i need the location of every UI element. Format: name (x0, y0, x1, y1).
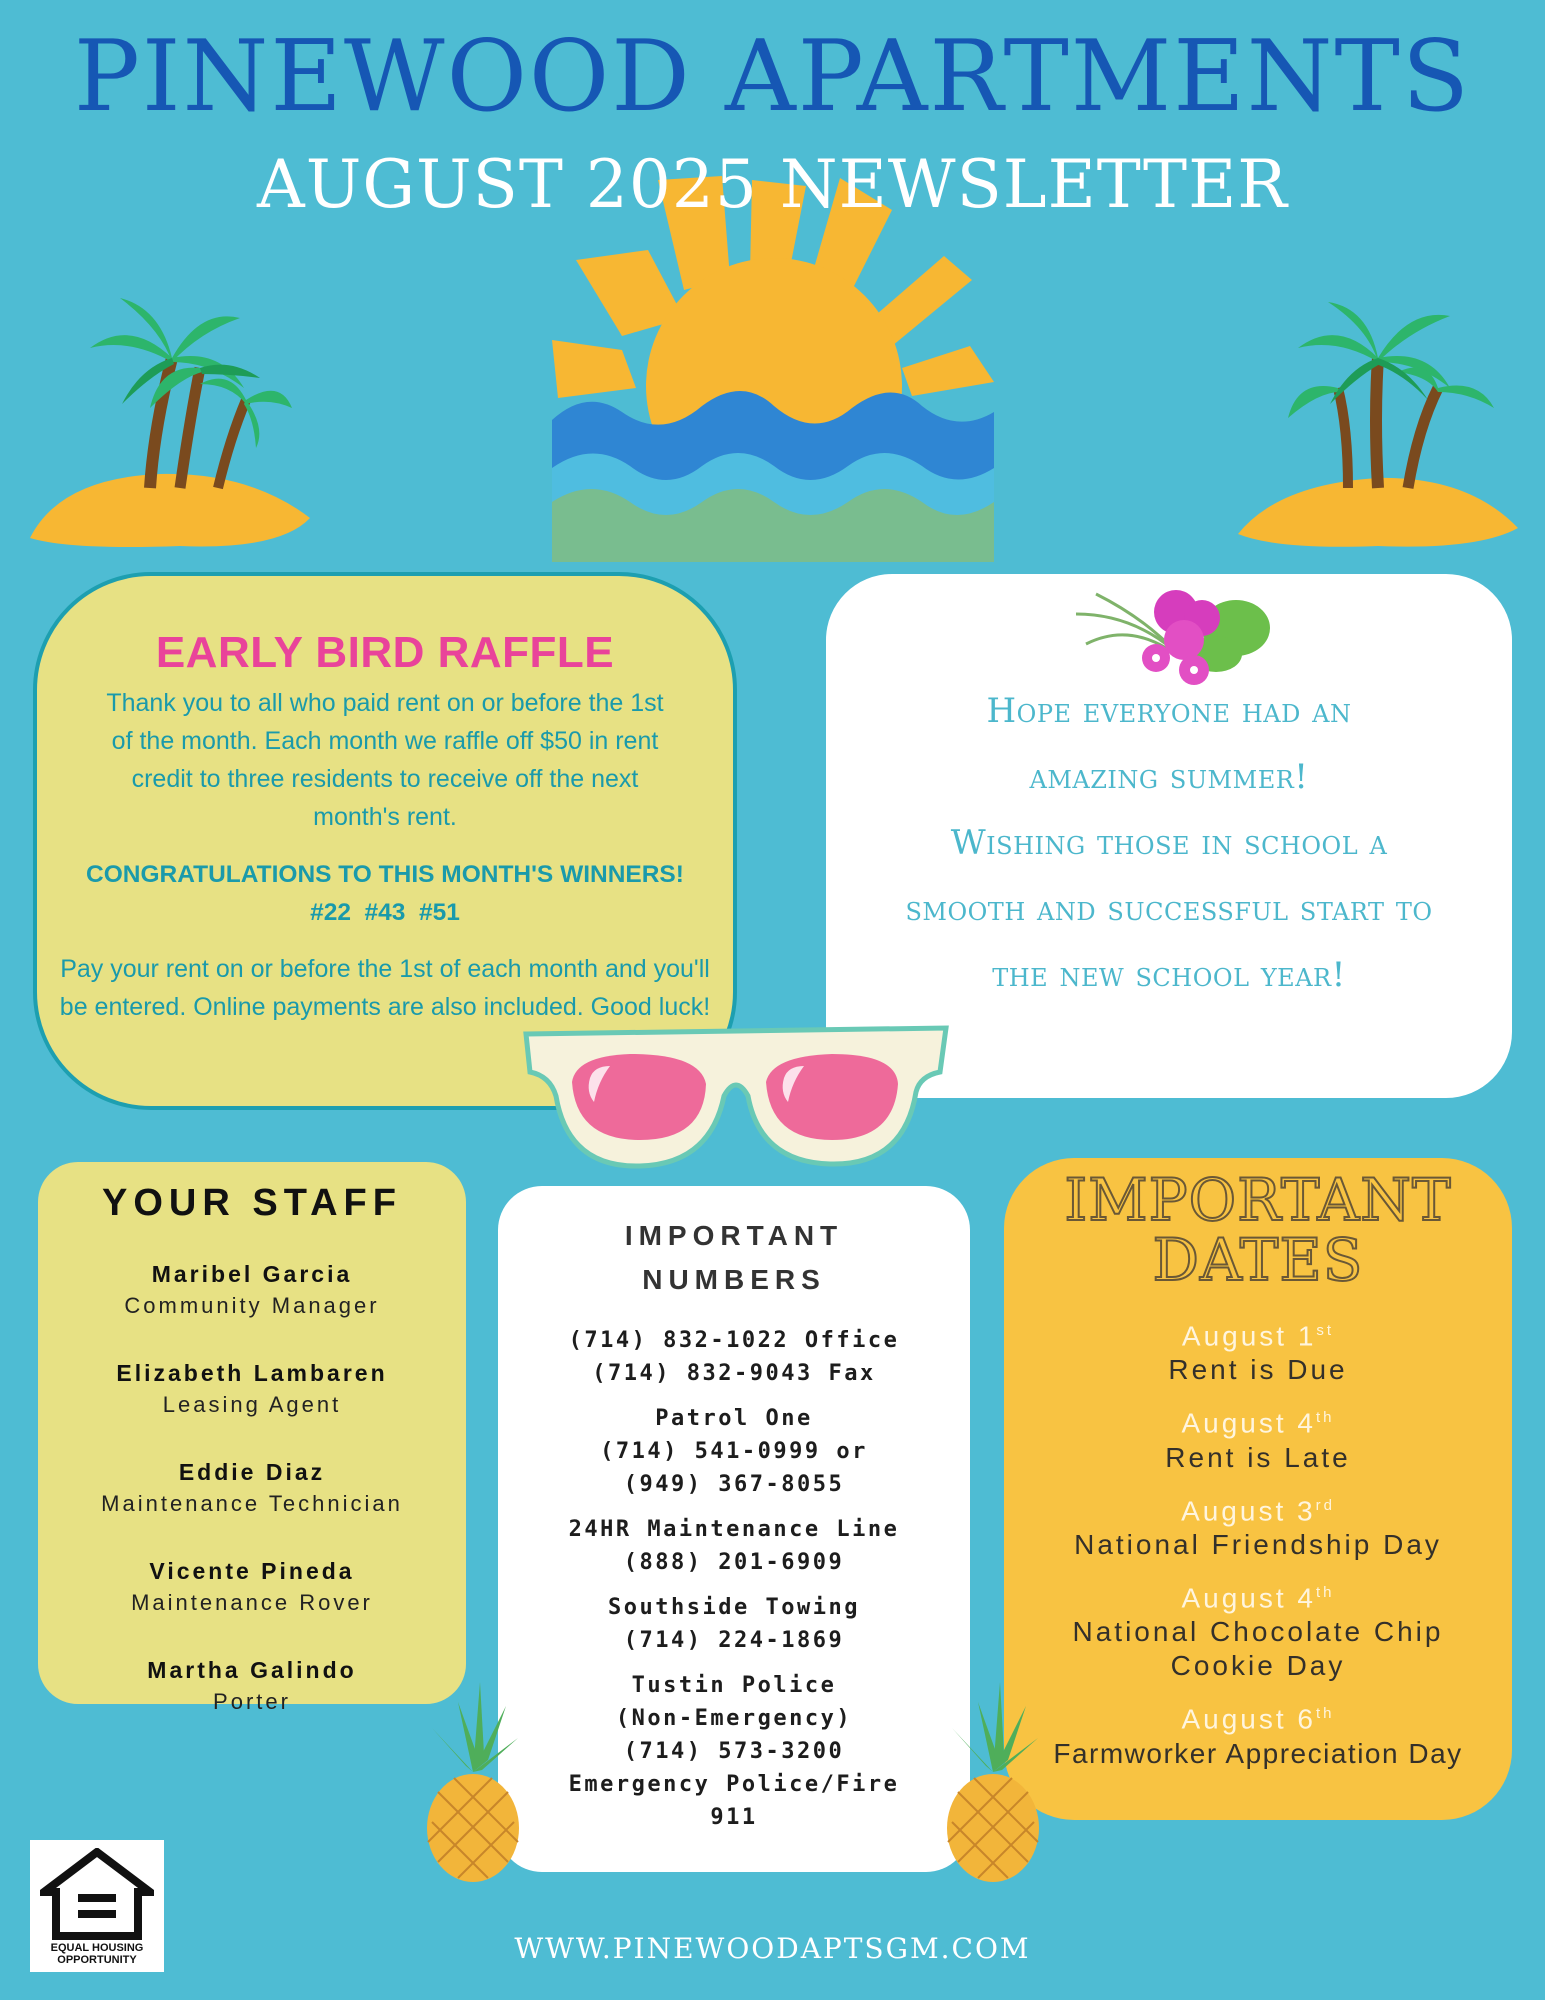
office-fax: (714) 832-9043 Fax (592, 1361, 876, 1386)
number-group-police (498, 1669, 970, 1834)
numbers-title-line-2: NUMBERS (642, 1264, 826, 1295)
date-day: August 4th (1181, 1582, 1335, 1614)
staff-role: Leasing Agent (162, 1392, 342, 1417)
police-note: (Non-Emergency) (615, 1706, 853, 1731)
staff-name: Eddie Diaz (178, 1459, 326, 1485)
important-numbers-card (498, 1186, 970, 1872)
date-event: Rent is Late (1165, 1441, 1351, 1473)
date-day: August 4th (1181, 1407, 1335, 1439)
raffle-congratulations (47, 856, 723, 932)
staff-member (38, 1456, 466, 1555)
eho-line-2: OPPORTUNITY (57, 1954, 137, 1966)
staff-name: Martha Galindo (147, 1657, 357, 1683)
date-event: Farmworker Appreciation Day (1053, 1737, 1463, 1769)
hibiscus-icon (1066, 584, 1276, 688)
staff-name: Maribel Garcia (151, 1261, 353, 1287)
numbers-title (498, 1214, 970, 1302)
maintenance-phone: (888) 201-6909 (623, 1550, 845, 1575)
staff-card (38, 1162, 466, 1714)
summer-message-card (826, 574, 1512, 1098)
number-group-office (498, 1324, 970, 1390)
summer-line-2: amazing summer! (1029, 757, 1309, 797)
website-link[interactable]: WWW.PINEWOODAPTSGM.COM (514, 1932, 1031, 1965)
towing-label: Southside Towing (608, 1595, 860, 1620)
staff-member (38, 1357, 466, 1456)
raffle-intro-text: Thank you to all who paid rent on or before the 1st of the month. Each month we raffle off $50 in rent credit to three residents to receive off the next month's rent. (106, 689, 664, 831)
towing-phone: (714) 224-1869 (623, 1628, 845, 1653)
staff-member (38, 1555, 466, 1654)
staff-role: Maintenance Technician (101, 1491, 403, 1516)
police-label: Tustin Police (631, 1673, 837, 1698)
pineapple-icon (418, 1682, 528, 1882)
sunglasses-icon (520, 1022, 952, 1172)
pineapple-icon (938, 1682, 1048, 1882)
staff-list (38, 1258, 466, 1753)
staff-title: YOUR STAFF (102, 1182, 402, 1224)
staff-member (38, 1654, 466, 1753)
summer-line-3: Wishing those in school a (950, 823, 1388, 863)
date-event: National Friendship Day (1074, 1528, 1442, 1560)
newsletter-subtitle: AUGUST 2025 NEWSLETTER (257, 146, 1288, 223)
raffle-outro-text: Pay your rent on or before the 1st of each month and you'll be entered. Online payments are also included. Good luck! (59, 955, 711, 1021)
important-dates-card (1004, 1158, 1512, 1820)
date-event: Rent is Due (1168, 1354, 1348, 1386)
date-day: August 6th (1181, 1703, 1335, 1735)
newsletter-title: PINEWOOD APARTMENTS (73, 20, 1472, 134)
office-phone: (714) 832-1022 Office (568, 1328, 900, 1353)
police-phone: (714) 573-3200 (623, 1739, 845, 1764)
staff-role: Porter (213, 1689, 291, 1714)
staff-name: Vicente Pineda (149, 1558, 355, 1584)
patrol-phone-2: (949) 367-8055 (623, 1472, 845, 1497)
patrol-label: Patrol One (655, 1406, 813, 1431)
dates-list (1004, 1314, 1512, 1785)
number-group-towing (498, 1591, 970, 1657)
equal-housing-icon (40, 1848, 154, 1940)
summer-line-4: smooth and successful start to (905, 889, 1433, 929)
numbers-list (498, 1324, 970, 1846)
summer-message (826, 678, 1512, 1008)
dates-title (1004, 1166, 1512, 1294)
date-day: August 1st (1181, 1320, 1335, 1352)
eho-line-1: EQUAL HOUSING (50, 1942, 144, 1954)
emergency-phone: 911 (710, 1805, 758, 1830)
numbers-title-line-1: IMPORTANT (624, 1220, 844, 1251)
raffle-title: EARLY BIRD RAFFLE (155, 628, 615, 677)
staff-role: Maintenance Rover (131, 1590, 373, 1615)
staff-member (38, 1258, 466, 1357)
raffle-winners: #22 #43 #51 (310, 899, 460, 926)
summer-line-5: the new school year! (992, 955, 1346, 995)
date-event: National Chocolate Chip Cookie Day (1072, 1616, 1444, 1682)
date-item (1004, 1697, 1512, 1770)
date-item (1004, 1576, 1512, 1683)
date-item (1004, 1314, 1512, 1387)
dates-title-line-2: DATES (1152, 1226, 1364, 1294)
number-group-maintenance (498, 1513, 970, 1579)
palm-island-icon (1238, 288, 1518, 548)
summer-line-1: Hope everyone had an (986, 691, 1352, 731)
patrol-phone-1: (714) 541-0999 or (600, 1439, 868, 1464)
emergency-label: Emergency Police/Fire (568, 1772, 900, 1797)
maintenance-label: 24HR Maintenance Line (568, 1517, 900, 1542)
palm-island-icon (30, 288, 310, 548)
number-group-patrol (498, 1402, 970, 1501)
date-item (1004, 1489, 1512, 1562)
raffle-congrats-heading: CONGRATULATIONS TO THIS MONTH'S WINNERS! (86, 861, 684, 888)
date-day: August 3rd (1181, 1494, 1335, 1526)
dates-title-line-1: IMPORTANT (1064, 1166, 1452, 1234)
date-item (1004, 1401, 1512, 1474)
staff-name: Elizabeth Lambaren (116, 1360, 388, 1386)
staff-role: Community Manager (124, 1293, 380, 1318)
